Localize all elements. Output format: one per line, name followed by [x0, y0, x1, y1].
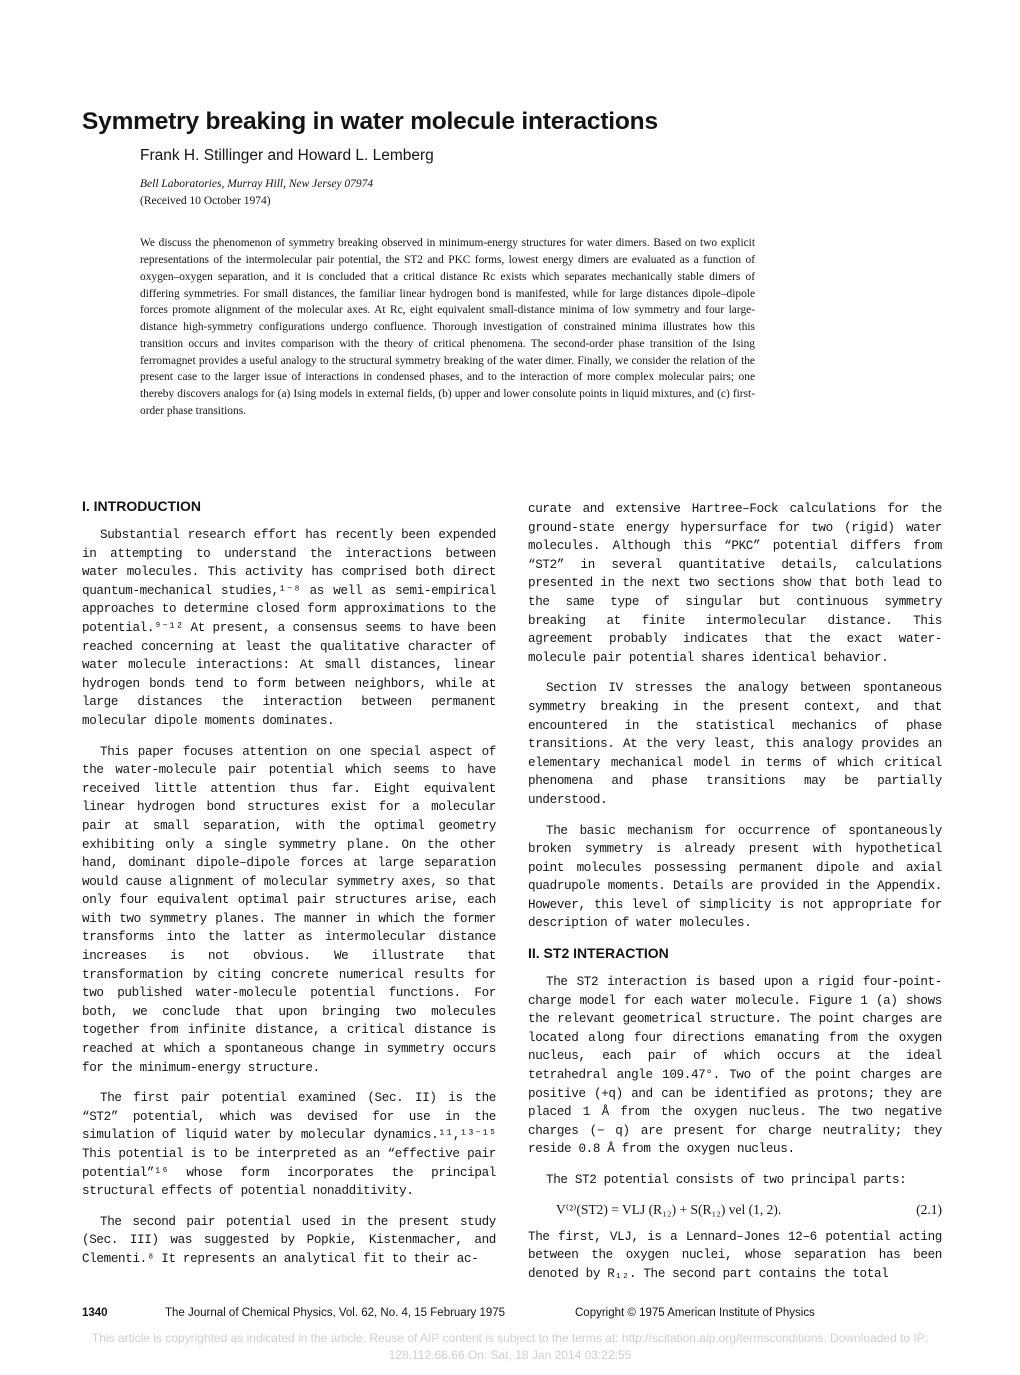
intro-paragraph-3: The first pair potential examined (Sec. II) is the “ST2” potential, which was devised for use in the simulation of liquid water by molecular dynamics.¹¹,¹³⁻¹⁵ This potential is to be interpreted as an “effective pair potential”¹⁶ whose form incorporates the principal structural effects of potential nonadditivity. — [82, 1091, 496, 1199]
st2-paragraph-2: The ST2 potential consists of two principal parts: — [546, 1173, 907, 1187]
affiliation: Bell Laboratories, Murray Hill, New Jersey 07974 — [140, 178, 374, 190]
intro-paragraph-6: Section IV stresses the analogy between spontaneous symmetry breaking in the present context, and that encountered in the statistical mechanics of phase transitions. At the very least, this analogy provides an elementary mechanical model in terms of which critical phenomena and phase transitions may be partially understood. — [528, 681, 942, 807]
intro-paragraph-1: Substantial research effort has recently been expended in attempting to understand the interactions between water molecules. This activity has comprised both direct quantum-mechanical studies,¹⁻⁸ as well as semi-empirical approaches to determine closed form approximations to the potential.⁹⁻¹² At present, a consensus seems to have been reached concerning at least the qualitative character of water molecule interactions: At small distances, linear hydrogen bonds tend to form between neighbors, while at large distances the interaction between permanent molecular dipole moments dominates. — [82, 528, 496, 728]
left-column — [82, 498, 496, 1281]
download-watermark — [0, 1330, 1020, 1364]
watermark-line-2: 128.112.66.66 On: Sat, 18 Jan 2014 03:22:55 — [388, 1348, 632, 1362]
right-column — [528, 500, 942, 1295]
equation-2-1 — [528, 1202, 942, 1218]
watermark-line-1: This article is copyrighted as indicated in the article. Reuse of AIP content is subject to the terms at: http://scitation.aip.org/termsconditions. Downloaded to IP: — [91, 1331, 929, 1345]
abstract: We discuss the phenomenon of symmetry breaking observed in minimum-energy structures for water dimers. Based on two explicit representations of the intermolecular pair potential, the ST2 and PKC forms, lowest energy dimers are evaluated as a function of oxygen–oxygen separation, and it is concluded that a critical distance Rc exists which separates mechanically stable dimers of differing symmetries. For small distances, the familiar linear hydrogen bond is manifested, while for large distances dipole–dipole forces promote alignment of the molecular axes. At Rc, eight equivalent small-distance minima of low symmetry and four large-distance high-symmetry configurations undergo confluence. Thorough investigation of constrained minima illustrates how this transition occurs and invites comparison with the theory of critical phenomena. The second-order phase transition of the Ising ferromagnet provides a useful analogy to the structural symmetry breaking of the water dimer. Finally, we consider the relation of the present case to the larger issue of interactions in condensed phases, and to the interaction of more complex molecular pairs; one thereby discovers analogs for (a) Ising models in external fields, (b) upper and lower consolute points in liquid mixtures, and (c) first-order phase transitions. — [140, 237, 755, 417]
equation-number: (2.1) — [916, 1201, 942, 1217]
st2-paragraph-3: The first, VLJ, is a Lennard–Jones 12–6 potential acting between the oxygen nuclei, whose separation has been denoted by R₁₂. The second part contains the total — [528, 1229, 942, 1281]
page-number: 1340 — [82, 1307, 108, 1319]
intro-paragraph-7: The basic mechanism for occurrence of spontaneously broken symmetry is already present with hypothetical point molecules possessing permanent dipole and axial quadrupole moments. Details are provided in the Appendix. However, this level of simplicity is not appropriate for description of water molecules. — [528, 823, 942, 931]
journal-citation: The Journal of Chemical Physics, Vol. 62, No. 4, 15 February 1975 — [165, 1307, 506, 1319]
equation-body: V⁽²⁾(ST2) = VLJ (R₁₂) + S(R₁₂) vel (1, 2). — [556, 1201, 782, 1217]
copyright-notice: Copyright © 1975 American Institute of Physics — [575, 1307, 815, 1319]
intro-paragraph-4: The second pair potential used in the present study (Sec. III) was suggested by Popkie, Kistenmacher, and Clementi.⁸ It represents an analytical fit to their ac- — [82, 1214, 496, 1266]
intro-paragraph-2: This paper focuses attention on one special aspect of the water-molecule pair potential which seems to have received little attention thus far. Eight equivalent linear hydrogen bond structures exist for a molecular pair at small separation, with the optimal geometry exhibiting only a single symmetry plane. On the other hand, dominant dipole–dipole forces at large separation would cause alignment of molecular symmetry axes, so that only four equivalent optimal pair structures arise, each with two symmetry planes. The manner in which the former transforms into the latter as intermolecular distance increases is not obvious. We illustrate that transformation by citing concrete numerical results for two published water-molecule potential functions. For both, we conclude that upon bringing two molecules together from infinite distance, a critical distance is reached at which a spontaneous change in symmetry occurs for the minimum-energy structure. — [82, 744, 496, 1075]
received-date: (Received 10 October 1974) — [140, 195, 271, 207]
section-heading-introduction: I. INTRODUCTION — [82, 498, 201, 514]
paper-title: Symmetry breaking in water molecule interactions — [82, 108, 658, 135]
intro-paragraph-5: curate and extensive Hartree–Fock calculations for the ground-state energy hypersurface for two (rigid) water molecules. Although this “PKC” potential differs from “ST2” in several quantitative details, calculations presented in the next two sections show that both lead to the same type of singular but continuous symmetry breaking at finite intermolecular distance. This agreement probably indicates that the exact water-molecule pair potential shares identical behavior. — [528, 502, 942, 665]
author-list: Frank H. Stillinger and Howard L. Lemberg — [140, 147, 434, 164]
st2-paragraph-1: The ST2 interaction is based upon a rigid four-point-charge model for each water molecule. Figure 1 (a) shows the relevant geometrical structure. The point charges are located along four directions emanating from the oxygen nucleus, each pair of which occurs at the ideal tetrahedral angle 109.47°. Two of the point charges are positive (+q) and can be identified as protons; they are placed 1 Å from the oxygen nucleus. The two negative charges (− q) are present for charge neutrality; they reside 0.8 Å from the oxygen nucleus. — [528, 975, 942, 1157]
section-heading-st2: II. ST2 INTERACTION — [528, 945, 669, 962]
